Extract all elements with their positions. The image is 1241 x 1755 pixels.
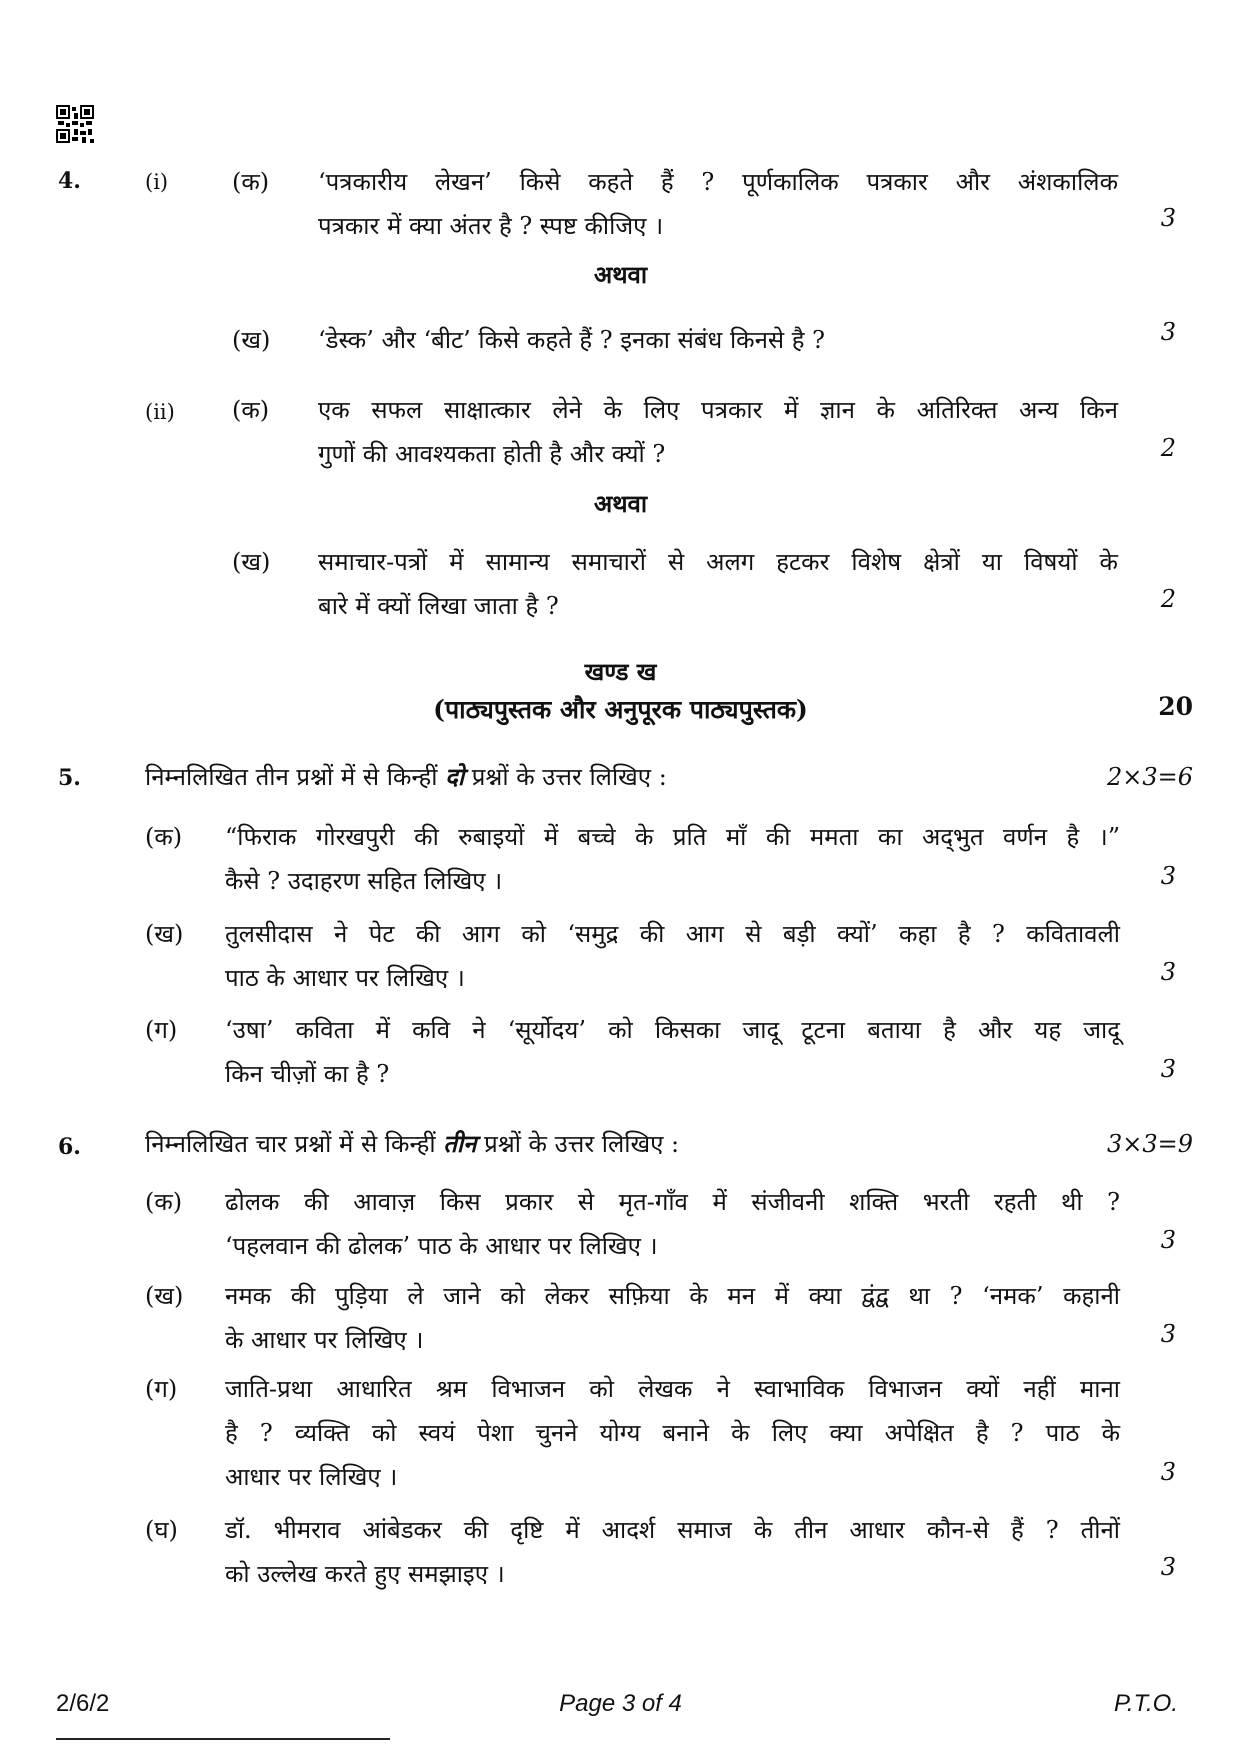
section-marks: 20 [1158, 692, 1193, 721]
marks: 3 [1160, 318, 1176, 346]
marks: 3 [1160, 862, 1176, 890]
question-instruction: निम्नलिखित तीन प्रश्नों में से किन्हीं दो प्रश्नों के उत्तर लिखिए : [145, 762, 667, 791]
question-total-marks: 2×3=6 [1106, 763, 1193, 791]
option-label: (क) [145, 1188, 183, 1216]
question-text: ‘डेस्क’ और ‘बीट’ किसे कहते हैं ? इनका संबंध किनसे है ? [318, 326, 826, 354]
option-label: (क) [232, 396, 270, 424]
marks: 3 [1160, 958, 1176, 986]
question-number: 4. [58, 168, 81, 194]
marks: 2 [1160, 585, 1176, 613]
or-separator: अथवा [593, 489, 648, 518]
marks: 3 [1160, 1553, 1176, 1581]
option-label: (ख) [232, 548, 271, 576]
question-text: एक सफल साक्षात्कार लेने के लिए पत्रकार में ज्ञान के अतिरिक्त अन्य किन गुणों की आवश्यकता होती है और क्यों ? [318, 396, 1118, 468]
marks: 3 [1160, 1226, 1176, 1254]
section-subtitle: (पाठ्यपुस्तक और अनुपूरक पाठ्यपुस्तक) [433, 695, 808, 724]
page-number: Page 3 of 4 [559, 1690, 682, 1717]
question-number: 6. [58, 1134, 81, 1160]
question-total-marks: 3×3=9 [1106, 1130, 1193, 1158]
or-separator: अथवा [593, 260, 648, 289]
question-instruction: निम्नलिखित चार प्रश्नों में से किन्हीं तीन प्रश्नों के उत्तर लिखिए : [145, 1129, 680, 1158]
subpart-label: (ii) [145, 400, 175, 424]
question-text: ढोलक की आवाज़ किस प्रकार से मृत-गाँव में संजीवनी शक्ति भरती रहती थी ? ‘पहलवान की ढोलक’ पाठ के आधार पर लिखिए । [225, 1188, 1120, 1260]
question-text: “फिराक गोरखपुरी की रुबाइयों में बच्चे के प्रति माँ की ममता का अद्‌भुत वर्णन है ।” कैसे ? उदाहरण सहित लिखिए । [225, 823, 1120, 895]
paper-code: 2/6/2 [56, 1690, 110, 1717]
question-text: नमक की पुड़िया ले जाने को लेकर सफ़िया के मन में क्या द्वंद्व था ? ‘नमक’ कहानी के आधार पर लिखिए । [225, 1282, 1120, 1354]
option-label: (ग) [145, 1016, 178, 1044]
marks: 3 [1160, 1055, 1176, 1083]
question-text: ‘पत्रकारीय लेखन’ किसे कहते हैं ? पूर्णकालिक पत्रकार और अंशकालिक पत्रकार में क्या अंतर है ? स्पष्ट कीजिए । [318, 168, 1118, 240]
question-text: डॉ. भीमराव आंबेडकर की दृष्टि में आदर्श समाज के तीन आधार कौन-से हैं ? तीनों को उल्लेख करते हुए समझाइए । [225, 1516, 1120, 1588]
footer-rule [56, 1738, 390, 1740]
pto-label: P.T.O. [1113, 1690, 1178, 1717]
option-label: (क) [145, 823, 183, 851]
option-label: (ख) [232, 326, 271, 354]
question-text: समाचार-पत्रों में सामान्य समाचारों से अलग हटकर विशेष क्षेत्रों या विषयों के बारे में क्यों लिखा जाता है ? [318, 548, 1118, 620]
marks: 2 [1160, 434, 1176, 462]
section-title: खण्ड ख [584, 657, 657, 686]
qr-code-icon [56, 105, 94, 143]
question-text: ‘उषा’ कविता में कवि ने ‘सूर्योदय’ को किसका जादू टूटना बताया है और यह जादू किन चीज़ों का है ? [225, 1016, 1120, 1088]
marks: 3 [1160, 204, 1176, 232]
option-label: (क) [232, 168, 270, 196]
option-label: (ख) [145, 920, 184, 948]
marks: 3 [1160, 1320, 1176, 1348]
question-text: जाति-प्रथा आधारित श्रम विभाजन को लेखक ने स्वाभाविक विभाजन क्यों नहीं माना है ? व्यक्ति को स्वयं पेशा चुनने योग्य बनाने के लिए क्या अपेक्षित है ? पाठ के आधार पर लिखिए । [225, 1375, 1120, 1491]
option-label: (ख) [145, 1282, 184, 1310]
marks: 3 [1160, 1458, 1176, 1486]
option-label: (ग) [145, 1375, 178, 1403]
option-label: (घ) [145, 1516, 178, 1544]
question-text: तुलसीदास ने पेट की आग को ‘समुद्र की आग से बड़ी क्यों’ कहा है ? कवितावली पाठ के आधार पर लिखिए । [225, 920, 1120, 992]
question-number: 5. [58, 765, 81, 791]
subpart-label: (i) [145, 170, 169, 194]
